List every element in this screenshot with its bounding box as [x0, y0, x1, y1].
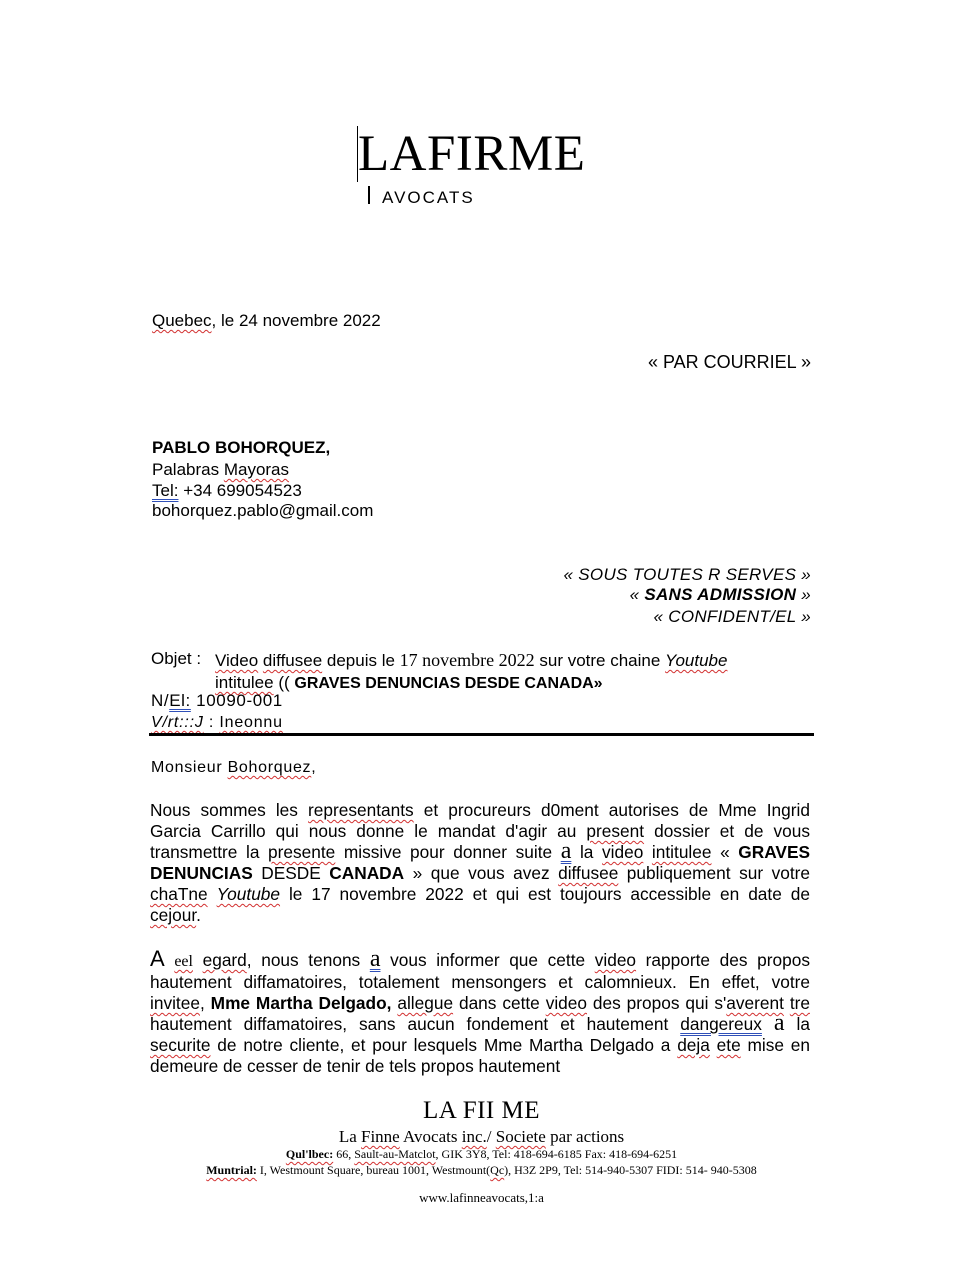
subject-video-title: GRAVES DENUNCIAS DESDE CANADA»: [294, 675, 603, 692]
firm-logo: LAFIRME: [358, 126, 586, 182]
text-run: deja: [677, 1035, 710, 1055]
text-run: la: [784, 1014, 810, 1034]
footer-part: /: [486, 1127, 496, 1146]
reference-part: :: [203, 714, 220, 731]
subject-word: intitulee: [215, 673, 274, 692]
header-divider: [149, 733, 814, 736]
text-run: egard: [202, 950, 247, 970]
text-run: DESDE: [252, 863, 330, 883]
text-run: presente: [268, 842, 336, 862]
body-paragraph-1: [150, 800, 810, 926]
reference-part: Ineonnu: [219, 714, 283, 731]
text-run: [710, 1035, 717, 1055]
delivery-mode: « PAR COURRIEL »: [647, 352, 811, 372]
text-run: ,: [199, 993, 211, 1013]
firm-logo-subtitle: AVOCATS: [382, 188, 475, 207]
mention-quote: »: [796, 585, 811, 604]
mention-reserves: « SOUS TOUTES R SERVES »: [563, 565, 811, 584]
text-run: a: [369, 946, 381, 972]
subject-word: diffusee: [262, 651, 323, 670]
text-run: CANADA: [329, 863, 405, 883]
salutation-part: Monsieur: [151, 759, 228, 776]
subject-word: sur votre chaine: [534, 651, 666, 670]
recipient-email: bohorquez.pablo@gmail.com: [152, 501, 374, 520]
subject-channel: Youtube: [665, 651, 728, 670]
text-run: cejour: [150, 905, 197, 925]
footer-firm-name: LA FII ME: [423, 1097, 540, 1124]
text-run: representants: [308, 800, 414, 820]
footer-part: I, Westmount Square, bureau 1001, Westmount(: [256, 1163, 491, 1177]
footer-part: par actions: [545, 1127, 625, 1146]
footer-quebec-address: [0, 1147, 963, 1162]
subject-label: Objet :: [151, 649, 202, 668]
reference-part: 10090-001: [190, 691, 283, 710]
subject-word: Video: [215, 651, 259, 670]
salutation: [151, 759, 316, 777]
text-run: [193, 950, 203, 970]
text-run: dans cette: [453, 993, 546, 1013]
text-run: present: [586, 821, 645, 841]
text-run: GRAVES DENUNCIAS: [150, 842, 810, 883]
phone-value: +34 699054523: [178, 481, 302, 500]
text-run: diffusee: [558, 863, 619, 883]
text-run: averent: [726, 993, 784, 1013]
footer-part: La: [338, 1127, 361, 1146]
mention-bold: SANS ADMISSION: [644, 585, 797, 604]
phone-label: Tel:: [152, 481, 179, 500]
text-run: , nous tenons: [246, 950, 370, 970]
subject-word: ((: [273, 673, 295, 692]
date-text: , le 24 novembre 2022: [211, 311, 381, 330]
footer-part: Qul'lbec:: [285, 1147, 334, 1161]
text-run: le 17 novembre 2022 et qui est toujours accessible en date de: [280, 884, 810, 904]
text-run: video: [545, 993, 588, 1013]
letter-date: [152, 311, 381, 331]
footer-part: inc.: [461, 1127, 487, 1146]
subject-date: 17 novembre 2022: [399, 650, 535, 670]
text-run: securite: [150, 1035, 211, 1055]
text-run: hautement diffamatoires, sans aucun fondement et hautement: [150, 1014, 681, 1034]
text-run: a: [773, 1010, 785, 1036]
footer-part: Qc: [490, 1163, 505, 1177]
footer-montreal-address: [0, 1163, 963, 1178]
salutation-part: Bohorquez: [227, 759, 312, 776]
text-run: la: [571, 842, 602, 862]
text-run: rapporte des propos hautement diffamatoires, totalement mensongers et calomnieux. En effet, votre: [150, 950, 810, 992]
subject-word: depuis le: [322, 651, 400, 670]
text-run: vous informer que cette: [380, 950, 595, 970]
text-run: [643, 842, 652, 862]
text-run: dangereux: [680, 1014, 762, 1034]
recipient-phone: [152, 481, 302, 501]
text-run: video: [594, 950, 637, 970]
text-run: chaTne: [150, 884, 208, 904]
text-run: » que vous avez: [404, 863, 559, 883]
subject-text: [215, 649, 815, 695]
text-run: Youtube: [216, 884, 281, 904]
text-run: [165, 950, 175, 970]
text-run: ete: [716, 1035, 741, 1055]
reference-part: N/: [151, 691, 170, 710]
text-run: Mme Martha Delgado,: [210, 993, 392, 1013]
text-run: [762, 1014, 774, 1034]
footer-company: [0, 1127, 963, 1147]
reference-your-file: [151, 714, 283, 732]
text-run: a: [560, 838, 572, 864]
footer-part: ), H3Z 2P9, Tel: 514-940-5307 FIDI: 514- 940-5308: [504, 1163, 757, 1177]
text-run: A: [150, 946, 165, 971]
footer-part: , GIK 3Y8, Tel: 418-694-6185 Fax: 418-694-6251: [435, 1147, 678, 1161]
recipient-company: [152, 460, 289, 480]
footer-part: Finne: [361, 1127, 400, 1146]
text-run: des propos qui s': [587, 993, 727, 1013]
date-city: Quebec: [152, 311, 212, 330]
text-run: dossier et de vous transmettre la: [150, 821, 810, 862]
text-run: publiquement sur votre: [618, 863, 810, 883]
mention-quote: «: [629, 585, 645, 604]
text-run: video: [602, 842, 644, 862]
mention-sans-admission: [630, 584, 811, 605]
text-run: tre: [789, 993, 810, 1013]
recipient-name: PABLO BOHORQUEZ,: [152, 438, 331, 457]
text-run: missive pour donner suite: [335, 842, 561, 862]
text-run: et procureurs d0ment autorises de Mme Ingrid Garcia Carrillo qui nous donne le mandat d'agir au: [150, 800, 810, 841]
text-run: mise en demeure de cesser de tenir de tels propos hautement: [150, 1035, 810, 1076]
text-run: allegue: [397, 993, 454, 1013]
text-run: .: [196, 905, 201, 925]
footer-part: 66,: [333, 1147, 355, 1161]
text-run: eel: [174, 953, 193, 970]
text-run: Nous sommes les: [150, 800, 309, 820]
reference-our-file: [151, 691, 283, 711]
text-run: «: [711, 842, 739, 862]
text-run: de notre cliente, et pour lesquels Mme Martha Delgado a: [210, 1035, 678, 1055]
footer-part: Avocats: [399, 1127, 462, 1146]
footer-website: www.lafinneavocats,1:a: [419, 1190, 544, 1205]
salutation-part: ,: [311, 759, 317, 776]
recipient-company-part: Palabras: [152, 460, 224, 479]
recipient-company-part: Mayoras: [223, 460, 290, 479]
footer-part: Sault-au-Matclot: [354, 1147, 436, 1161]
reference-part: V/rt:::J: [151, 714, 204, 731]
reference-part: El:: [169, 691, 191, 710]
logo-sub-mark: [368, 186, 370, 204]
footer-part: Societe: [495, 1127, 546, 1146]
footer-part: Muntrial:: [206, 1163, 257, 1177]
mention-confidentiel: « CONFIDENT/EL »: [653, 607, 811, 626]
text-run: intitulee: [651, 842, 712, 862]
text-run: [208, 884, 217, 904]
body-paragraph-2: [150, 948, 810, 1077]
text-run: invitee: [150, 993, 200, 1013]
